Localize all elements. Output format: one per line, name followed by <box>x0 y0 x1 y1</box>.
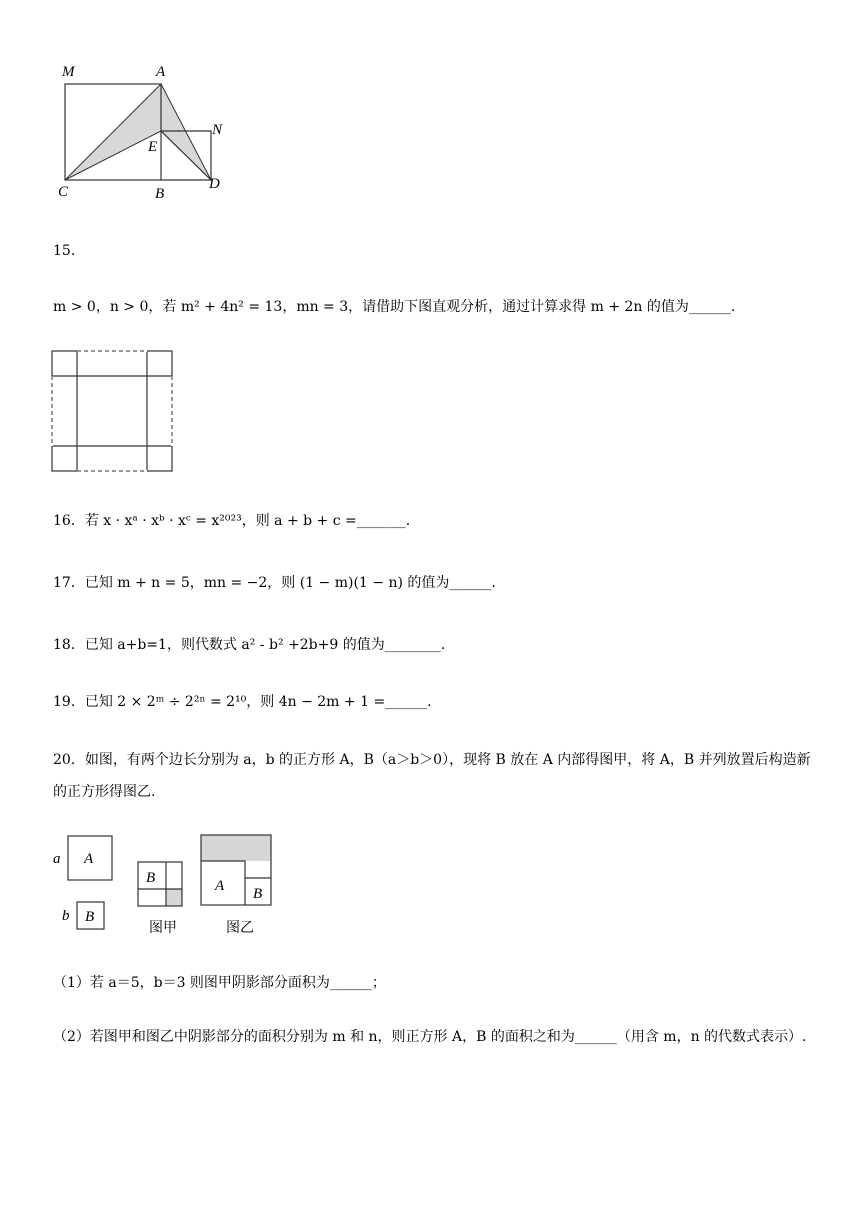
label-B: B <box>155 186 165 202</box>
caption-yi: 图乙 <box>226 921 254 936</box>
caption-jia: 图甲 <box>149 921 177 936</box>
squares-figure <box>50 832 280 942</box>
label-b: b <box>62 908 70 924</box>
shaded-triangle-right <box>161 84 211 180</box>
label-N: N <box>212 122 223 138</box>
question-18-text: 18．已知 a+b=1，则代数式 a² - b² +2b+9 的值为________. <box>53 637 446 653</box>
yi-label-A: A <box>215 878 225 894</box>
label-square-A: A <box>84 851 94 867</box>
label-A: A <box>156 64 166 80</box>
geometry-figure-mac <box>50 58 240 204</box>
yi-label-B: B <box>253 886 263 902</box>
question-17-text: 17．已知 m + n = 5，mn = −2，则 (1 − m)(1 − n) 的值为______. <box>53 575 496 591</box>
question-16-text: 16．若 x · xᵃ · xᵇ · xᶜ = x²⁰²³，则 a + b + c =_______. <box>53 513 411 529</box>
label-a: a <box>53 851 61 867</box>
question-19-text: 19．已知 2 × 2ᵐ ÷ 2²ⁿ = 2¹⁰，则 4n − 2m + 1 =______. <box>53 694 432 710</box>
shaded-triangle-left <box>65 84 161 180</box>
question-15-number: 15. <box>53 243 76 259</box>
outer-square <box>52 351 172 471</box>
label-square-B: B <box>85 909 95 925</box>
question-20-part-1: （1）若 a＝5，b＝3 则图甲阴影部分面积为______； <box>53 975 386 991</box>
jia-label-B: B <box>146 870 156 886</box>
question-20-part-2: （2）若图甲和图乙中阴影部分的面积分别为 m 和 n，则正方形 A，B 的面积之和为______（用含 m，n 的代数式表示）. <box>53 1029 807 1045</box>
question-20-text: 20．如图，有两个边长分别为 a，b 的正方形 A，B（a＞b＞0），现将 B 放在 A 内部得图甲，将 A，B 并列放置后构造新的正方形得图乙. <box>53 752 811 800</box>
jia-shaded <box>166 889 182 906</box>
square-frame-figure <box>51 350 175 474</box>
question-15-text: m > 0，n > 0，若 m² + 4n² = 13，mn = 3，请借助下图直观分析，通过计算求得 m + 2n 的值为______. <box>53 299 736 315</box>
label-E: E <box>148 139 158 155</box>
label-D: D <box>209 176 220 192</box>
label-M: M <box>62 64 75 80</box>
yi-shaded <box>201 835 271 861</box>
label-C: C <box>58 184 69 200</box>
